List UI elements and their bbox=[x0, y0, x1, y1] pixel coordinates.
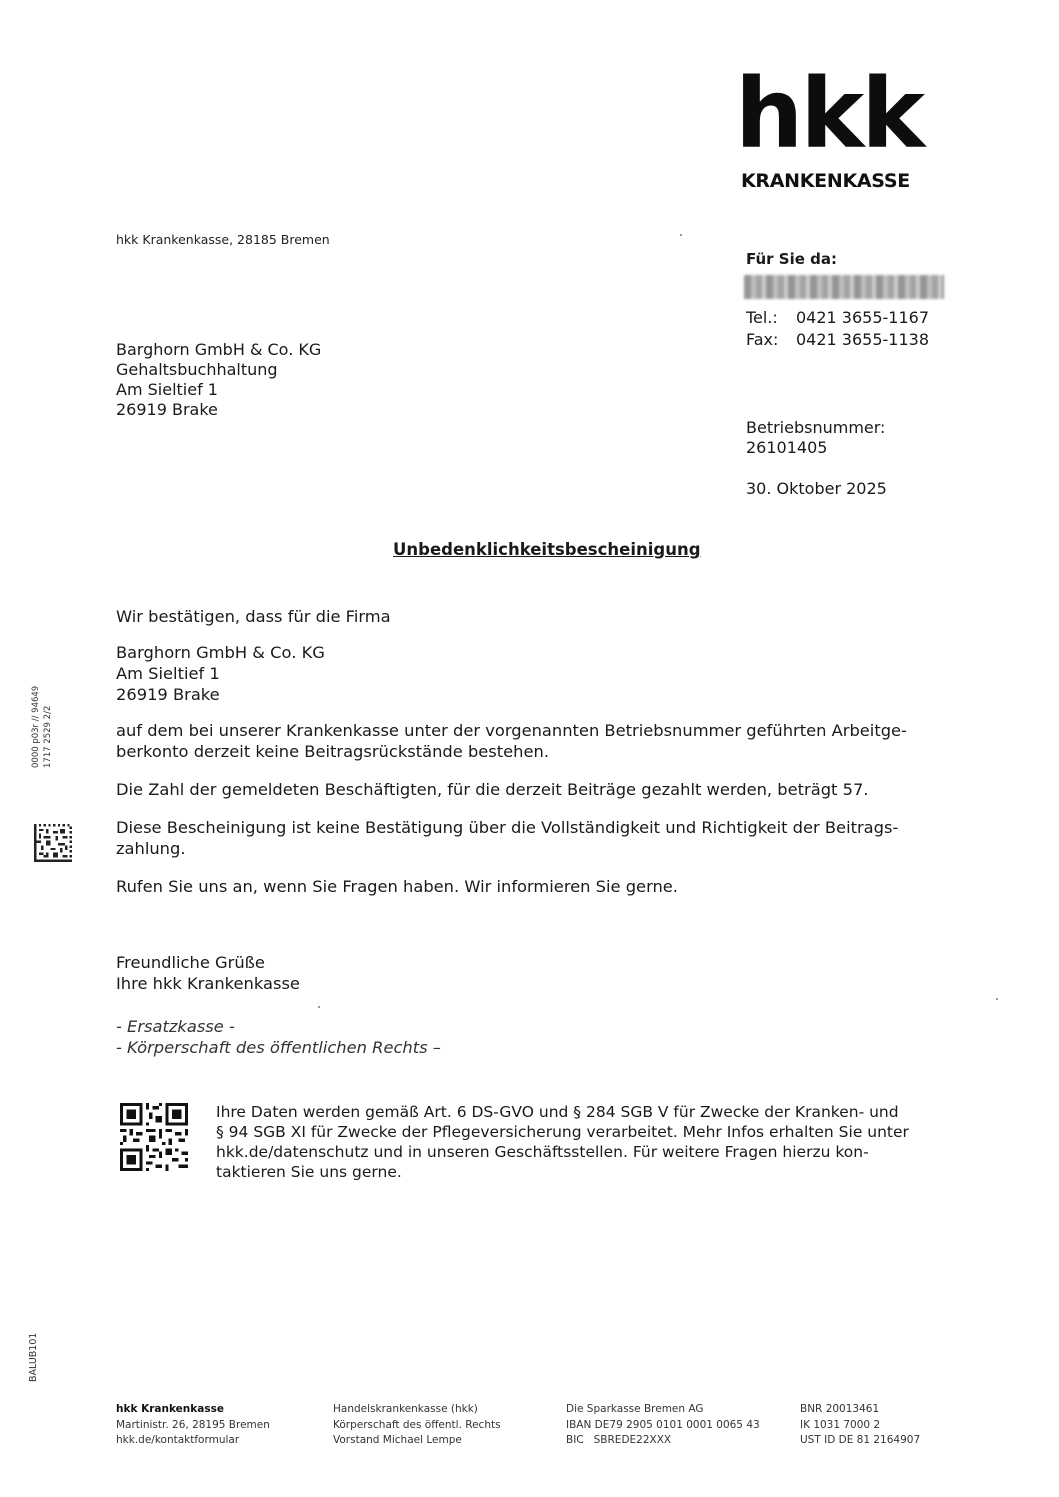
reference-code: BALUB101 bbox=[28, 1332, 39, 1382]
paragraph-contact-offer bbox=[116, 876, 976, 897]
footer-line: Handelskrankenkasse (hkk) bbox=[333, 1403, 478, 1415]
privacy-line: § 94 SGB XI für Zwecke der Pflegeversicherung verarbeitet. Mehr Infos erhalten Sie unter bbox=[216, 1123, 909, 1141]
footer-line: Körperschaft des öffentl. Rechts bbox=[333, 1418, 501, 1431]
side-tracking-code bbox=[22, 685, 72, 830]
recipient-line: 26919 Brake bbox=[116, 400, 218, 419]
letter-date: 30. Oktober 2025 bbox=[746, 479, 887, 498]
qr-code-icon bbox=[120, 1103, 188, 1171]
tracking-line: 1717 2529 2/2 bbox=[43, 705, 53, 768]
side-reference-code bbox=[28, 1330, 48, 1410]
signature: Ihre hkk Krankenkasse bbox=[116, 974, 300, 993]
document-title: Unbedenklichkeitsbescheinigung bbox=[393, 540, 701, 559]
tel-label: Tel.: bbox=[746, 308, 778, 327]
footer-ik: IK 1031 7000 2 bbox=[800, 1418, 881, 1431]
tel-row bbox=[746, 307, 944, 329]
company-address bbox=[116, 642, 976, 705]
footer-col-ids bbox=[800, 1402, 920, 1449]
privacy-line: Ihre Daten werden gemäß Art. 6 DS-GVO und § 284 SGB V für Zwecke der Kranken- und bbox=[216, 1103, 899, 1121]
footer-ust-id: UST ID DE 81 2164907 bbox=[800, 1434, 921, 1446]
datamatrix-icon bbox=[34, 824, 72, 862]
legal-status bbox=[116, 1016, 441, 1058]
scan-speck bbox=[318, 1006, 320, 1008]
text-line: Diese Bescheinigung ist keine Bestätigung über die Vollständigkeit und Richtigkeit der Beitrags- bbox=[116, 818, 899, 837]
paragraph-no-arrears bbox=[116, 720, 976, 762]
paragraph-employee-count bbox=[116, 779, 976, 800]
footer-bank-name: Die Sparkasse Bremen AG bbox=[566, 1403, 704, 1415]
redacted-contact-name bbox=[744, 275, 944, 299]
sender-return-address: hkk Krankenkasse, 28185 Bremen bbox=[116, 232, 330, 247]
privacy-line: hkk.de/datenschutz und in unseren Geschäftsstellen. Für weitere Fragen hierzu kon- bbox=[216, 1143, 869, 1161]
footer-bic: BIC SBREDE22XXX bbox=[566, 1434, 672, 1446]
footer-col-company bbox=[116, 1402, 270, 1449]
text-line: zahlung. bbox=[116, 839, 186, 858]
scan-speck bbox=[680, 234, 682, 236]
recipient-address bbox=[116, 340, 321, 420]
paragraph-disclaimer bbox=[116, 817, 976, 859]
fax-row bbox=[746, 329, 944, 351]
privacy-line: taktieren Sie uns gerne. bbox=[216, 1163, 402, 1181]
footer-contact-link[interactable]: hkk.de/kontaktformular bbox=[116, 1434, 240, 1446]
greeting: Freundliche Grüße bbox=[116, 953, 265, 972]
scan-speck bbox=[996, 998, 998, 1000]
recipient-line: Gehaltsbuchhaltung bbox=[116, 360, 278, 379]
text-line: Die Zahl der gemeldeten Beschäftigten, für die derzeit Beiträge gezahlt werden, beträgt 57. bbox=[116, 780, 869, 799]
text-line: Rufen Sie uns an, wenn Sie Fragen haben. Wir informieren Sie gerne. bbox=[116, 877, 678, 896]
text-line: auf dem bei unserer Krankenkasse unter der vorgenannten Betriebsnummer geführten Arbeitge- bbox=[116, 721, 907, 740]
contact-block bbox=[746, 248, 944, 351]
tel-value: 0421 3655-1167 bbox=[796, 308, 930, 327]
betriebsnummer-block bbox=[746, 418, 885, 458]
footer-company-name: hkk Krankenkasse bbox=[116, 1403, 224, 1415]
company-line: Am Sieltief 1 bbox=[116, 664, 220, 683]
intro-text: Wir bestätigen, dass für die Firma bbox=[116, 607, 391, 626]
company-line: Barghorn GmbH & Co. KG bbox=[116, 643, 325, 662]
recipient-line: Am Sieltief 1 bbox=[116, 380, 218, 399]
letter-body bbox=[116, 606, 976, 912]
privacy-notice bbox=[216, 1102, 986, 1182]
recipient-line: Barghorn GmbH & Co. KG bbox=[116, 340, 322, 359]
fax-value: 0421 3655-1138 bbox=[796, 330, 930, 349]
legal-line: - Körperschaft des öffentlichen Rechts – bbox=[116, 1038, 441, 1057]
betriebsnummer-label: Betriebsnummer: bbox=[746, 418, 886, 437]
closing-block bbox=[116, 952, 300, 994]
footer-iban: IBAN DE79 2905 0101 0001 0065 43 bbox=[566, 1418, 760, 1431]
footer-col-bank bbox=[566, 1402, 760, 1449]
tracking-line: 0000 p03r // 94649 bbox=[31, 685, 41, 768]
legal-line: - Ersatzkasse - bbox=[116, 1017, 235, 1036]
text-line: berkonto derzeit keine Beitragsrückstände bestehen. bbox=[116, 742, 550, 761]
company-line: 26919 Brake bbox=[116, 685, 220, 704]
fax-label: Fax: bbox=[746, 330, 779, 349]
footer-line: Vorstand Michael Lempe bbox=[333, 1434, 462, 1446]
hkk-logo: hkk bbox=[735, 58, 923, 170]
footer-col-legal bbox=[333, 1402, 501, 1449]
footer-address: Martinistr. 26, 28195 Bremen bbox=[116, 1418, 270, 1431]
betriebsnummer-value: 26101405 bbox=[746, 438, 828, 457]
footer-bnr: BNR 20013461 bbox=[800, 1403, 880, 1415]
contact-title: Für Sie da: bbox=[746, 250, 837, 268]
logo-subtitle: KRANKENKASSE bbox=[741, 170, 910, 192]
